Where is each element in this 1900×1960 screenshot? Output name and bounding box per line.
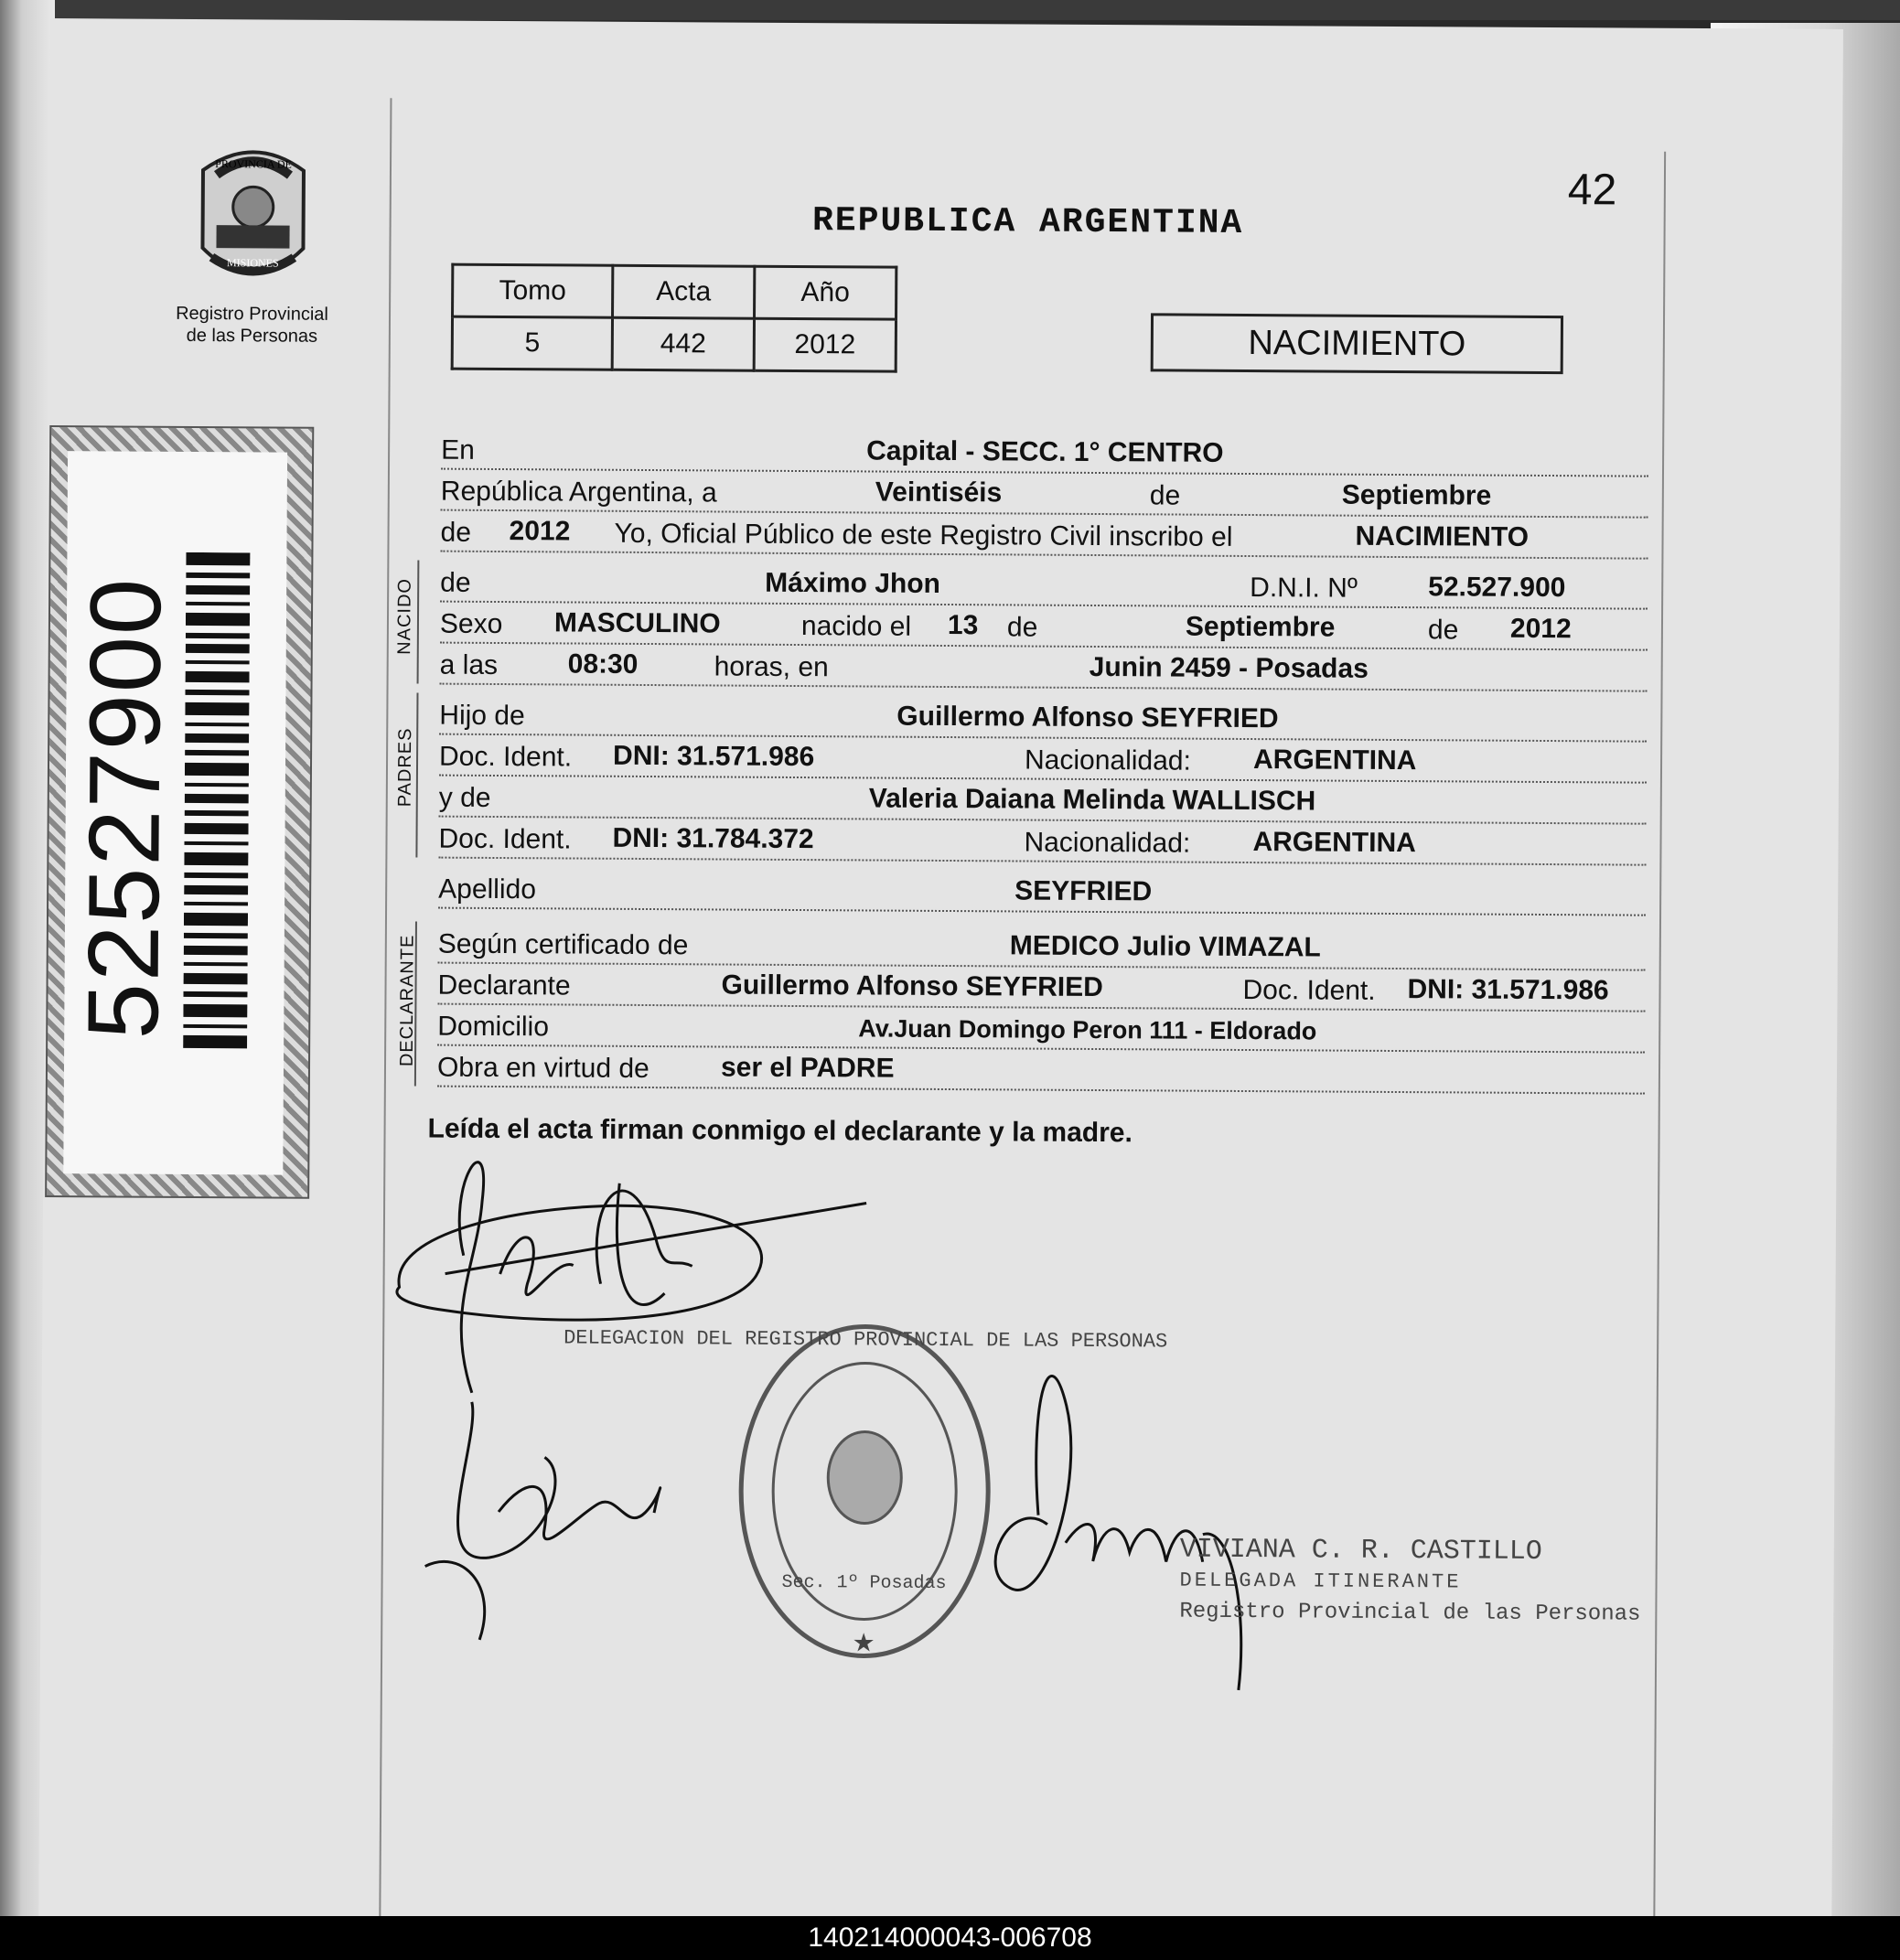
nombre-de-label: de xyxy=(440,567,471,598)
mother-doc-label: Doc. Ident. xyxy=(438,823,572,855)
official-role: DELEGADA ITINERANTE xyxy=(1179,1569,1462,1594)
right-margin-rule xyxy=(1653,152,1666,1926)
day-value: Veintiséis xyxy=(875,477,1003,509)
father-signature xyxy=(396,1162,866,1395)
nacido-section-label: NACIDO xyxy=(394,577,415,655)
year-value: 2012 xyxy=(509,516,571,547)
hijo-de-label: Hijo de xyxy=(439,700,525,732)
alas-label: a las xyxy=(439,649,499,681)
signatures-and-stamp xyxy=(388,1127,1581,1719)
domicilio-value: Av.Juan Domingo Peron 111 - Eldorado xyxy=(858,1014,1317,1045)
official-info xyxy=(1179,1535,1641,1631)
official-org: Registro Provincial de las Personas xyxy=(1179,1599,1641,1627)
footer-document-code: 140214000043-006708 xyxy=(0,1916,1900,1960)
barcode-bars xyxy=(183,552,250,1055)
birth-year-value: 2012 xyxy=(1509,613,1572,645)
horas-label: horas, en xyxy=(714,651,829,683)
stamp-star-icon: ★ xyxy=(852,1628,875,1657)
en-label: En xyxy=(441,434,475,466)
registry-name-2: de las Personas xyxy=(186,325,318,347)
father-nac-value: ARGENTINA xyxy=(1252,744,1417,777)
republica-label: República Argentina, a xyxy=(440,476,717,509)
certificate-page xyxy=(38,18,1843,1927)
father-doc-value: DNI: 31.571.986 xyxy=(612,740,815,773)
birth-place-value: Junin 2459 - Posadas xyxy=(1089,651,1369,684)
anio-value: 2012 xyxy=(754,318,896,371)
nacido-el-label: nacido el xyxy=(800,611,912,642)
province-crest-icon xyxy=(184,138,322,299)
stamp-inner-text: Sec. 1º Posadas xyxy=(781,1571,947,1595)
obra-label: Obra en virtud de xyxy=(436,1052,649,1085)
de2-label: de xyxy=(440,517,472,548)
tomo-header: Tomo xyxy=(453,264,613,317)
act-type-value: NACIMIENTO xyxy=(1355,520,1530,552)
row-obra xyxy=(437,1045,1645,1095)
closing-statement: Leída el acta firman conmigo el declarante y la madre. xyxy=(427,1113,1132,1149)
official-name: VIVIANA C. R. CASTILLO xyxy=(1179,1534,1542,1568)
row-apellido xyxy=(438,867,1646,916)
father-name-value: Guillermo Alfonso SEYFRIED xyxy=(896,701,1279,734)
apellido-value: SEYFRIED xyxy=(1014,875,1153,907)
nacido-rule xyxy=(417,560,420,683)
official-signature xyxy=(994,1376,1242,1690)
crest-bottom-text: MISIONES xyxy=(226,256,279,270)
month-value: Septiembre xyxy=(1341,479,1492,511)
barcode-number: 52527900 xyxy=(67,576,183,1040)
barcode-label xyxy=(45,425,314,1199)
mother-nac-value: ARGENTINA xyxy=(1252,827,1416,859)
birth-de-label: de xyxy=(1006,612,1038,643)
birth-day-value: 13 xyxy=(947,610,979,641)
sexo-value: MASCULINO xyxy=(553,607,721,639)
decl-doc-value: DNI: 31.571.986 xyxy=(1407,974,1609,1006)
anio-header: Año xyxy=(755,266,896,319)
mother-name-value: Valeria Daiana Melinda WALLISCH xyxy=(868,783,1316,817)
padres-section-label: PADRES xyxy=(394,727,416,808)
time-value: 08:30 xyxy=(567,648,639,680)
decl-doc-label: Doc. Ident. xyxy=(1242,974,1376,1006)
acta-header: Acta xyxy=(613,265,755,318)
record-table xyxy=(451,263,898,373)
dni-label: D.N.I. Nº xyxy=(1250,573,1358,604)
apellido-label: Apellido xyxy=(438,873,537,905)
birth-month-value: Septiembre xyxy=(1185,611,1336,643)
registry-name-1: Registro Provincial xyxy=(176,303,328,325)
row-inscribo xyxy=(440,510,1648,560)
father-nac-label: Nacionalidad: xyxy=(1024,744,1191,777)
tomo-value: 5 xyxy=(452,316,612,370)
registry-logo xyxy=(149,138,357,377)
row-hora xyxy=(440,643,1648,692)
father-doc-label: Doc. Ident. xyxy=(438,741,573,773)
row-madre-doc xyxy=(438,817,1646,866)
mother-nac-label: Nacionalidad: xyxy=(1024,827,1191,859)
obra-value: ser el PADRE xyxy=(720,1052,895,1084)
cert-value: MEDICO Julio VIMAZAL xyxy=(1009,930,1321,963)
decl-label: Declarante xyxy=(437,969,571,1001)
stamp-ring-text: DELEGACION DEL REGISTRO PROVINCIAL DE LAS PERSONAS xyxy=(564,1326,1168,1354)
yo-text: Yo, Oficial Público de este Registro Civil inscribo el xyxy=(614,518,1233,552)
child-dni-value: 52.527.900 xyxy=(1428,572,1566,604)
acta-value: 442 xyxy=(612,317,754,370)
en-value: Capital - SECC. 1° CENTRO xyxy=(866,435,1224,468)
domicilio-label: Domicilio xyxy=(437,1011,550,1043)
cert-label: Según certificado de xyxy=(437,928,689,961)
sexo-label: Sexo xyxy=(439,608,503,640)
birth-de2-label: de xyxy=(1427,615,1459,646)
mother-doc-value: DNI: 31.784.372 xyxy=(612,822,814,855)
mother-signature xyxy=(424,1402,660,1642)
child-name-value: Máximo Jhon xyxy=(765,567,941,599)
decl-name-value: Guillermo Alfonso SEYFRIED xyxy=(721,969,1103,1003)
y-de-label: y de xyxy=(438,782,491,813)
declarante-section-label: DECLARANTE xyxy=(396,934,418,1067)
crest-top-text: PROVINCIA DE xyxy=(214,157,292,171)
official-stamp xyxy=(562,1324,1167,1658)
document-title: REPUBLICA ARGENTINA xyxy=(811,201,1244,243)
page-number: 42 xyxy=(1567,166,1617,215)
barcode-inner xyxy=(63,451,287,1174)
de-label: de xyxy=(1149,480,1181,511)
padres-rule xyxy=(415,692,418,857)
top-strip xyxy=(0,0,1900,20)
document-type-box: NACIMIENTO xyxy=(1151,313,1563,374)
